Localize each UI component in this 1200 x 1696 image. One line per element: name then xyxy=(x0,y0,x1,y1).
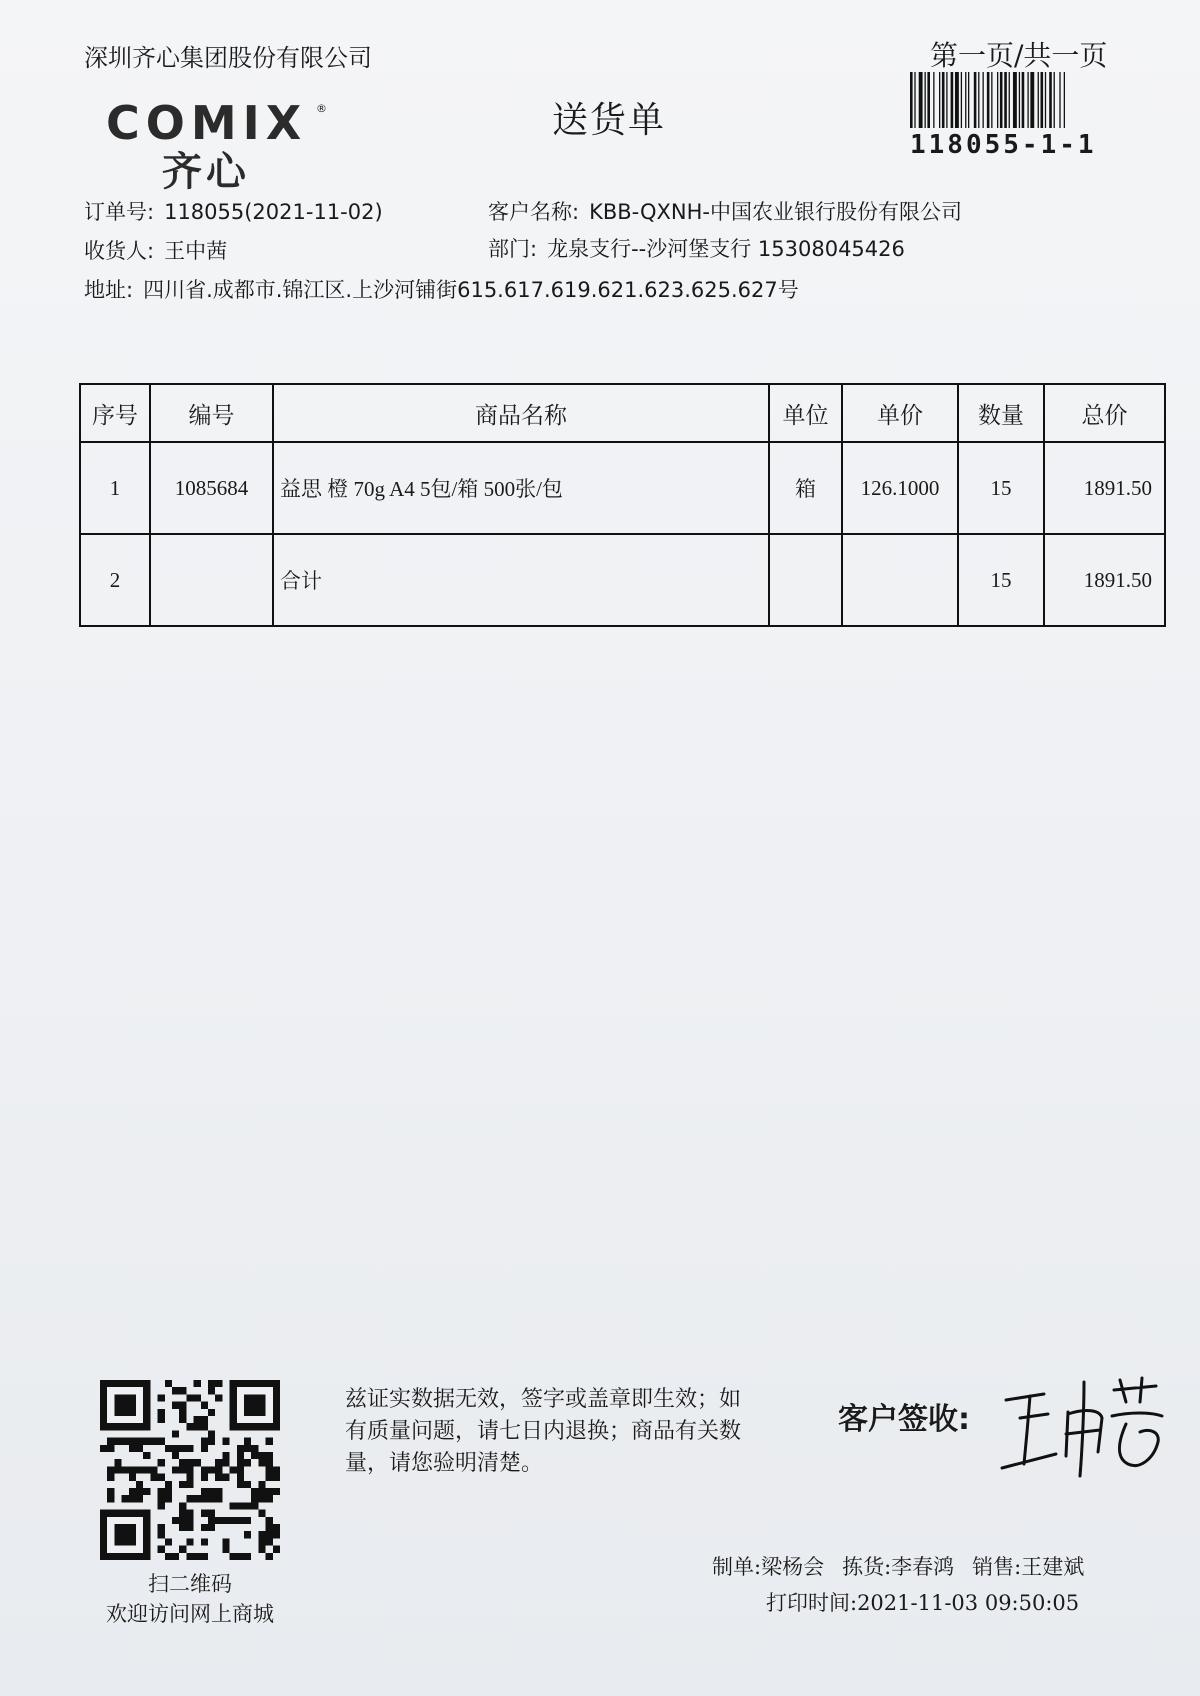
col-header: 序号 xyxy=(80,384,150,442)
customer-value: KBB-QXNH-中国农业银行股份有限公司 xyxy=(589,200,963,224)
table-cell xyxy=(769,534,842,626)
comix-logo xyxy=(106,96,327,195)
sales: 销售:王建斌 xyxy=(972,1555,1085,1579)
customer-line xyxy=(488,196,962,226)
col-header: 单价 xyxy=(842,384,958,442)
receiver-label: 收货人: xyxy=(84,239,155,263)
qr-code-icon[interactable] xyxy=(100,1380,280,1560)
address-label: 地址: xyxy=(84,278,134,302)
customer-sign-label: 客户签收: xyxy=(838,1402,970,1437)
logo-wordmark: COMIX xyxy=(106,96,308,150)
table-cell: 1085684 xyxy=(150,442,273,534)
col-header: 数量 xyxy=(958,384,1044,442)
receiver-line xyxy=(84,235,227,265)
col-header: 单位 xyxy=(769,384,842,442)
qr-caption-scan: 扫二维码 xyxy=(148,1572,232,1596)
department-value: 龙泉支行--沙河堡支行 15308045426 xyxy=(547,237,905,261)
col-header: 商品名称 xyxy=(273,384,769,442)
qr-caption-mall: 欢迎访问网上商城 xyxy=(106,1602,274,1626)
order-number-label: 订单号: xyxy=(84,200,155,224)
picker: 拣货:李春鸿 xyxy=(842,1555,955,1579)
table-cell: 1 xyxy=(80,442,150,534)
table-row xyxy=(80,534,1165,626)
table-cell: 益思 橙 70g A4 5包/箱 500张/包 xyxy=(273,442,769,534)
notice-text: 兹证实数据无效，签字或盖章即生效；如有质量问题，请七日内退换；商品有关数量，请您验明清楚。 xyxy=(345,1387,742,1476)
staff-line xyxy=(712,1551,1084,1581)
address-line xyxy=(84,274,799,304)
table-header-row xyxy=(80,384,1165,442)
customer-label: 客户名称: xyxy=(488,200,580,224)
receiver-value: 王中茜 xyxy=(164,239,228,263)
document-title: 送货单 xyxy=(552,100,667,141)
table-cell: 2 xyxy=(80,534,150,626)
table-cell: 126.1000 xyxy=(842,442,958,534)
address-value: 四川省.成都市.锦江区.上沙河铺街615.617.619.621.623.625.627号 xyxy=(143,278,799,302)
table-cell: 1891.50 xyxy=(1044,442,1165,534)
order-number-line xyxy=(84,196,383,226)
department-label: 部门: xyxy=(488,237,538,261)
table-cell: 箱 xyxy=(769,442,842,534)
table-cell: 15 xyxy=(958,442,1044,534)
company-name: 深圳齐心集团股份有限公司 xyxy=(84,44,372,72)
table-cell: 1891.50 xyxy=(1044,534,1165,626)
table-cell xyxy=(842,534,958,626)
registered-mark-icon: ® xyxy=(316,102,327,115)
table-cell: 15 xyxy=(958,534,1044,626)
table-cell xyxy=(150,534,273,626)
col-header: 总价 xyxy=(1044,384,1165,442)
barcode-number: 118055-1-1 xyxy=(910,130,1097,160)
table-cell: 合计 xyxy=(273,534,769,626)
barcode-icon xyxy=(908,72,1124,128)
items-table xyxy=(79,383,1166,627)
col-header: 编号 xyxy=(150,384,273,442)
department-line xyxy=(488,233,905,263)
page-info: 第一页/共一页 xyxy=(930,39,1108,72)
maker: 制单:梁杨会 xyxy=(712,1555,825,1579)
order-number-value: 118055(2021-11-02) xyxy=(164,200,383,224)
table-row xyxy=(80,442,1165,534)
handwritten-signature xyxy=(990,1372,1170,1482)
print-time: 打印时间:2021-11-03 09:50:05 xyxy=(766,1591,1080,1615)
logo-chinese: 齐心 xyxy=(162,149,250,195)
